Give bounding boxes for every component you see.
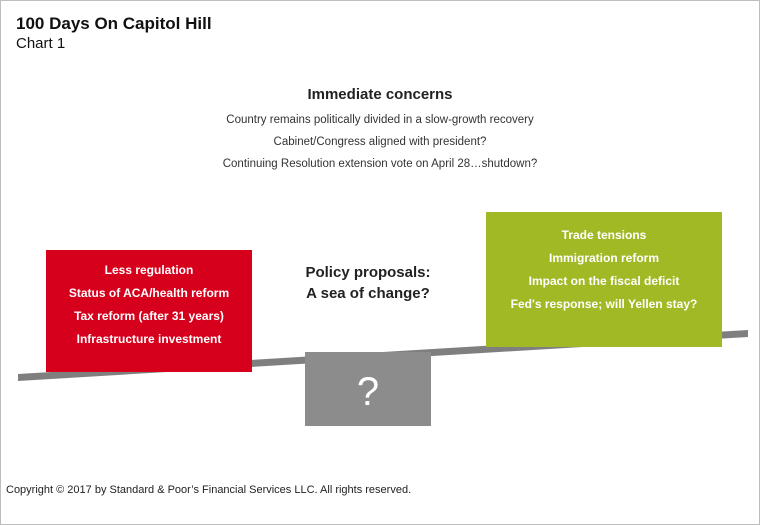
question-mark-icon: ?: [356, 370, 380, 414]
concern-item: Country remains politically divided in a slow-growth recovery: [226, 114, 534, 126]
left-box-item: Infrastructure investment: [76, 332, 222, 346]
left-policy-box: [46, 250, 252, 372]
chart-subtitle: Chart 1: [16, 35, 66, 52]
center-line-1: Policy proposals:: [305, 264, 431, 281]
left-box-item: Less regulation: [104, 263, 194, 277]
right-box-item: Impact on the fiscal deficit: [528, 274, 680, 288]
center-line-2: A sea of change?: [306, 285, 430, 302]
policy-proposals-label: [282, 262, 454, 304]
concerns-heading: Immediate concerns: [307, 86, 453, 103]
seesaw-pivot: [305, 352, 431, 426]
right-policy-box: [486, 212, 722, 347]
right-box-item: Immigration reform: [548, 251, 659, 265]
left-box-item: Tax reform (after 31 years): [74, 309, 224, 323]
chart-title: 100 Days On Capitol Hill: [16, 14, 212, 33]
right-box-item: Trade tensions: [561, 228, 647, 242]
right-box-item: Fed's response; will Yellen stay?: [510, 297, 698, 311]
concern-item: Cabinet/Congress aligned with president?: [273, 136, 487, 148]
copyright-notice: Copyright © 2017 by Standard & Poor’s Financial Services LLC. All rights reserved.: [6, 484, 412, 496]
left-box-item: Status of ACA/health reform: [68, 286, 230, 300]
concern-item: Continuing Resolution extension vote on April 28…shutdown?: [222, 158, 538, 170]
